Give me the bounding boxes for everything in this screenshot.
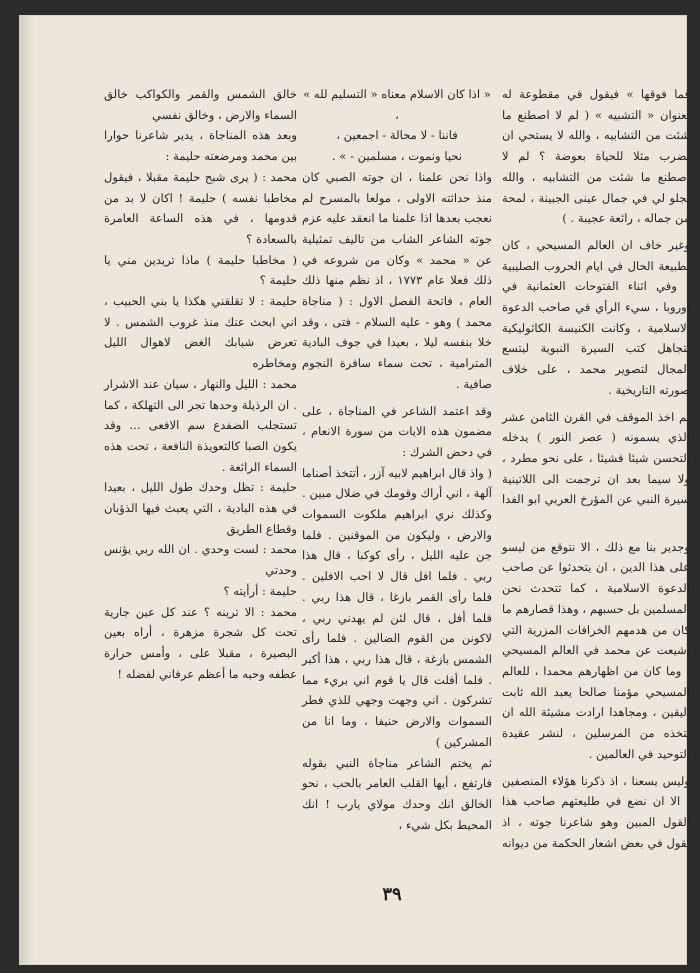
page-number: ٣٩	[382, 884, 402, 905]
dialogue-line	[104, 539, 297, 580]
dialogue-text: خالق الشمس والقمر والكواكب خالق السماء والارض ، وخالق نفسي	[104, 87, 297, 122]
speaker-label: حليمة :	[259, 480, 298, 495]
speaker-label: محمد :	[262, 169, 297, 184]
paragraph: ثم يختم الشاعر مناجاة النبي بقوله فارتفع ، أيها القلب العامر بالحب ، نحو الخالق انك وحدك مولاي يارب ! انك المحيط بكل شيء ،	[302, 755, 492, 832]
dialogue-line	[104, 167, 297, 250]
paragraph: فما فوقها » فيقول في مقطوعة له بعنوان « التشبيه » ( لم لا اصطنع ما شئت من التشابيه ، والله لا يستحي ان يضرب مثلا للحياة بعوضة ؟ لم لا اصطنع ما شئت من التشابيه ، والله يجلو لي في جمال عينى الجبينة ، لمحة من جماله ، رائعة عجيبة . )	[502, 87, 690, 226]
dialogue-line	[104, 250, 297, 291]
dialogue-text: لا تقلقني هكذا يا بني الحبيب ، اني ابحث عنك منذ غروب الشمس . لا تعرض شبابك الغض لاهوال الليل ومخاطره	[104, 294, 297, 371]
dialogue-text: لست وحدي . ان الله ربي يؤنس وحدتي	[104, 542, 297, 578]
dialogue-line	[104, 477, 297, 539]
speaker-label: حليمة :	[260, 294, 298, 309]
verse-line: فاننا - لا محالة - اجمعين ،	[336, 128, 458, 143]
speaker-label: محمد :	[262, 376, 298, 391]
dialogue-text: الا ترينه ؟ عند كل عين جارية تحت كل شجرة مزهرة ، أراه بعين البصيرة ، مقبلا على ، وأمس حرارة عطفه وحبه ما أعظم عرفاني لفضله !	[104, 604, 297, 681]
verse-line: « اذا كان الاسلام معناه « التسليم لله » ،	[303, 87, 491, 122]
verse-line: نحيا ونموت ، مسلمين - » .	[331, 149, 463, 164]
text-column-right	[502, 84, 690, 874]
dialogue-line	[104, 602, 297, 685]
dialogue-text: الليل والنهار ، سيان عند الاشرار . ان الرذيلة وحدها تجر الى التهلكة ، كما تستجلب الضفدع سم الافعى ... وقد يكون الصبا كالتعويذة النافعة ، تحت هذه السماء الرائعة .	[104, 376, 297, 474]
speaker-label: محمد :	[260, 604, 298, 619]
dialogue-text: ( يرى شبح حليمة مقبلا ، فيقول مخاطبا نفسه ) حليمة ! اكان لا بد من قدومها ، في هذه الساعة العامرة بالسعادة ؟	[104, 169, 297, 246]
dialogue-line	[104, 581, 297, 602]
speaker-label: محمد :	[262, 542, 297, 557]
paragraph: وليس يسعنا ، اذ ذكرنا هؤلاء المنصفين ، الا ان نضع في طليعتهم صاحب هذا القول المبين وهو شاعرنا جوته ، اذ يقول في بعض اشعار الحكمة من ديوانه :	[502, 773, 690, 871]
text-column-left	[104, 84, 297, 684]
dialogue-line	[104, 291, 297, 374]
paragraph: وقد اعتمد الشاعر في المناجاة ، على مضمون هذه الايات من سورة الانعام ، في دحض الشرك :	[302, 403, 492, 459]
dialogue-line	[104, 125, 297, 166]
dialogue-line	[104, 84, 297, 125]
text-column-middle	[302, 84, 492, 835]
paragraph: واذا نحن علمنا ، ان جوته الصبي كان منذ حداثته الاولى ، مولعا بالمسرح لم نعجب بعدها اذا علمنا ما انعقد عليه عزم جوته الشاعر الشاب من تاليف تمثيلية عن « محمد » وكان من شروعه في ذلك فعلا عام ١٧٧٣ ، اذ نظم منها ذلك العام ، فاتحة الفصل الاول : ( مناجاة محمد ) وهو - عليه السلام - فتى ، وقد خلا بنفسه ليلا ، بعيدا في جوف البادية المترامية ، تحت سماء سافرة النجوم صافية .	[302, 169, 492, 391]
paragraph: وغير خاف ان العالم المسيحي ، كان بطبيعة الحال في ايام الحروب الصليبية ، وفي اثناء الفتوحات العثمانية في اوروبا ، سيء الرأي في صاحب الدعوة الاسلامية ، وكانت الكنيسة الكاثوليكية تتجاهل كتب السيرة النبوية ليتسع المجال لتصوير محمد ، على خلاف صورته التاريخية .	[502, 237, 690, 397]
dialogue-text: وبعد هذه المناجاة ، يدير شاعرنا حوارا بين محمد ومرضعته حليمة :	[104, 128, 297, 164]
dialogue-text: ( مخاطبا حليمة ) ماذا تريدين مني يا حليمة ؟	[104, 252, 297, 288]
paragraph: ثم اخذ الموقف في القرن الثامن عشر الذي يسمونه ( عصر النور ) يدخله التحسن شيئا فشيئا ، على نحو مطرد ، ولا سيما بعد ان ترجمت الى اللاتينية سيرة النبي عن المؤرخ العربي ابو الفدا .	[502, 409, 690, 528]
quran-quote: ( واذ قال ابراهيم لابيه آزر ، أتتخذ أصناما آلهة ، اني أراك وقومك في ضلال مبين . وكذلك نري ابراهيم ملكوت السموات والارض ، وليكون من الموقنين . فلما جن عليه الليل ، رأى كوكبا ، قال هذا ربي . فلما افل قال لا احب الافلين . فلما رأى القمر بازغا ، قال هذا ربي . فلما أفل ، قال لئن لم يهدني ربي ، لاكونن من القوم الضالين . فلما رأى الشمس بازغة ، قال هذا ربي ، هذا أكبر . فلما أفلت قال يا قوم اني بريء مما تشركون . اني وجهت وجهي للذي فطر السموات والارض حنيفا ، وما انا من المشركين )	[302, 465, 492, 749]
dialogue-line	[104, 374, 297, 478]
dialogue-text: تظل وحدك طول الليل ، بعيدا في هذه البادية ، التي يعبث فيها الذؤبان وقطاع الطريق	[104, 480, 297, 536]
page-edge-shadow	[20, 16, 34, 964]
dialogue-text: أرأيته ؟	[223, 583, 259, 598]
book-page	[20, 16, 690, 964]
paragraph: وجدير بنا مع ذلك ، الا نتوقع من ليسو على هذا الدين ، ان يتحدثوا عن صاحب الدعوة الاسلامية ، كما تتحدث نحن المسلمين بل حسبهم ، وهذا قصارهم ما كان من هدمهم الخرافات المزرية التي اشيعت عن محمد في العالم المسيحي ، وما كان من اظهارهم محمدا ، للعالم المسيحي مؤمنا صالحا يعبد الله ثابت اليقين ، ومجاهدا ارادت مشيئة الله ان تتخذه من المرسلين ، لنشر عقيدة التوحيد في العالمين .	[502, 539, 690, 761]
speaker-label: حليمة :	[261, 583, 297, 598]
